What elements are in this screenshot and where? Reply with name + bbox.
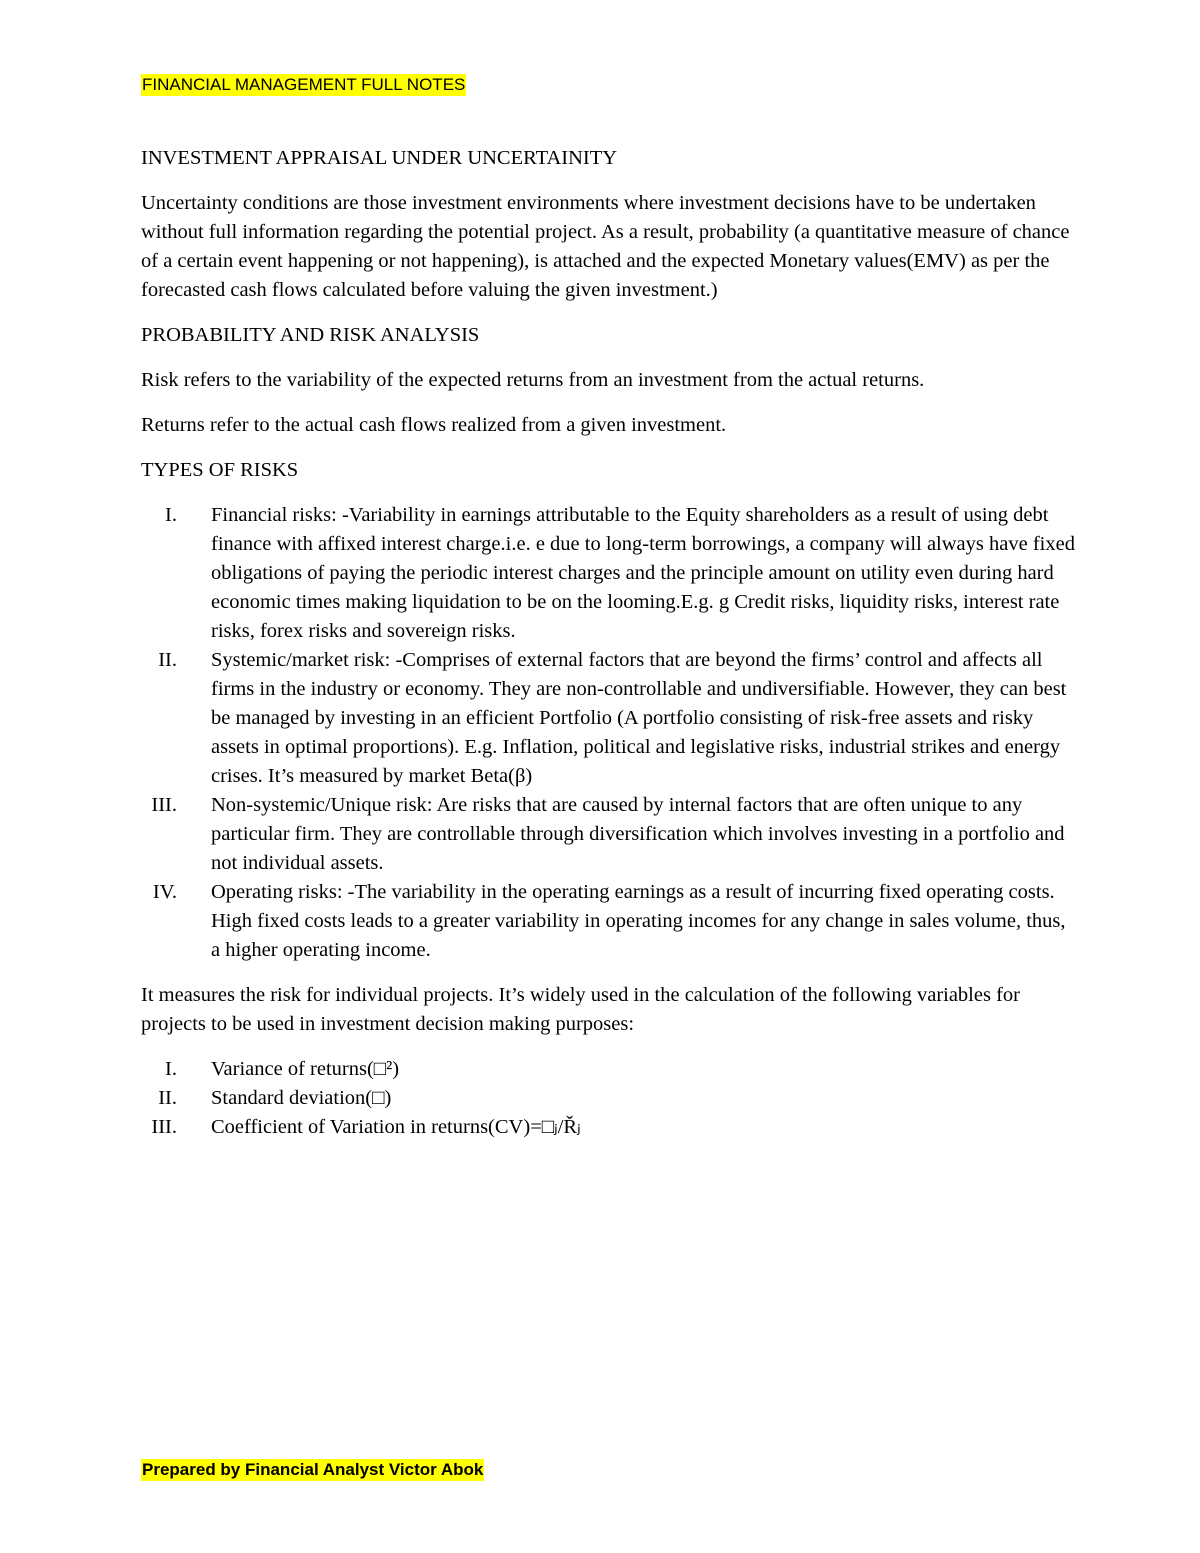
- list-number: III.: [151, 1116, 177, 1138]
- risk-types-list: [141, 501, 1076, 965]
- list-item: [141, 878, 1076, 965]
- list-item: [141, 646, 1076, 791]
- paragraph-returns-definition: Returns refer to the actual cash flows realized from a given investment.: [141, 414, 727, 436]
- list-item: [141, 501, 1076, 646]
- paragraph-uncertainty: Uncertainty conditions are those investment environments where investment decisions have to be undertaken without full information regarding the potential project. As a result, probability (a quantitative measure of chance of a certain event happening or not happening), is attached and the expected Monetary values(EMV) as per the forecasted cash flows calculated before valuing the given investment.): [141, 192, 1070, 301]
- risk-measures-list: [141, 1055, 1076, 1142]
- section-heading-probability: PROBABILITY AND RISK ANALYSIS: [141, 324, 480, 346]
- list-item: [141, 1084, 1076, 1113]
- document-body: [141, 144, 1076, 1158]
- page-footer: Prepared by Financial Analyst Victor Abok: [142, 1460, 484, 1479]
- list-number: I.: [165, 504, 177, 526]
- list-item-text: Financial risks: -Variability in earnings attributable to the Equity shareholders as a result of using debt finance with affixed interest charge.i.e. e due to long-term borrowings, a company will always have fixed obligations of paying the periodic interest charges and the principle amount on utility even during hard economic times making liquidation to be on the looming.E.g. g Credit risks, liquidity risks, interest rate risks, forex risks and sovereign risks.: [211, 504, 1075, 642]
- list-item: [141, 791, 1076, 878]
- list-number: II.: [158, 1087, 177, 1109]
- list-item-text: Standard deviation(□): [211, 1087, 392, 1109]
- list-number: III.: [151, 794, 177, 816]
- list-item: [141, 1113, 1076, 1142]
- section-heading-uncertainty: INVESTMENT APPRAISAL UNDER UNCERTAINITY: [141, 147, 618, 169]
- list-number: IV.: [152, 881, 177, 903]
- list-item-text: Non-systemic/Unique risk: Are risks that are caused by internal factors that are often unique to any particular firm. They are controllable through diversification which involves investing in a portfolio and not individual assets.: [211, 794, 1065, 874]
- list-number: I.: [165, 1058, 177, 1080]
- paragraph-risk-measures: It measures the risk for individual projects. It’s widely used in the calculation of the following variables for projects to be used in investment decision making purposes:: [141, 984, 1020, 1035]
- list-number: II.: [158, 649, 177, 671]
- page-header: FINANCIAL MANAGEMENT FULL NOTES: [142, 75, 466, 94]
- list-item: [141, 1055, 1076, 1084]
- list-item-text: Variance of returns(□²): [211, 1058, 400, 1080]
- list-item-text: Coefficient of Variation in returns(CV)=□ⱼ/Řⱼ: [211, 1116, 581, 1138]
- list-item-text: Operating risks: -The variability in the operating earnings as a result of incurring fixed operating costs. High fixed costs leads to a greater variability in operating incomes for any change in sales volume, thus, a higher operating income.: [211, 881, 1066, 961]
- paragraph-risk-definition: Risk refers to the variability of the expected returns from an investment from the actual returns.: [141, 369, 925, 391]
- section-heading-types-of-risks: TYPES OF RISKS: [141, 459, 299, 481]
- list-item-text: Systemic/market risk: -Comprises of external factors that are beyond the firms’ control and affects all firms in the industry or economy. They are non-controllable and undiversifiable. However, they can best be managed by investing in an efficient Portfolio (A portfolio consisting of risk-free assets and risky assets in optimal proportions). E.g. Inflation, political and legislative risks, industrial strikes and energy crises. It’s measured by market Beta(β): [211, 649, 1067, 787]
